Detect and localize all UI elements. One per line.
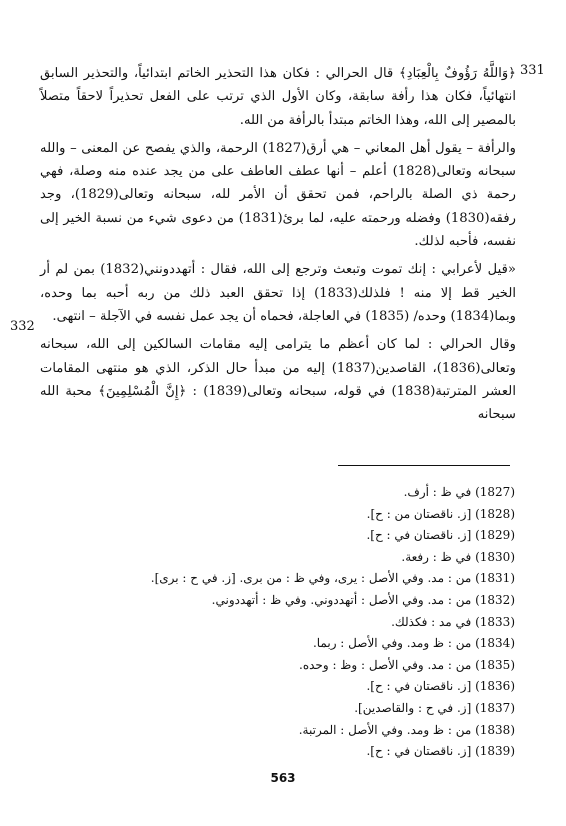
margin-number-331: 331 — [520, 63, 545, 78]
paragraph-4: وقال الحرالي : لما كان أعظم ما يترامى إليه مقامات السالكين إلى الله، سبحانه وتعالى(1836)، القاصدين(1837) إليه من مبدأ حال الذكر، الذي هو منتهى المقامات العشر المترتبة(1838) في قوله، سبحانه وتعالى(1839) : ﴿إِنَّ الْمُسْلِمِينَ﴾ محبة الله سبحانه — [40, 337, 516, 423]
paragraph-2: والرأفة – يقول أهل المعاني – هي أرق(1827) الرحمة، والذي يفصح عن المعنى – والله سبحانه وتعالى(1828) أعلم – أنها عطف العاطف على من يجد عنده منه وصلة، فهي رحمة ذي الصلة بالراحم، فمن تحقق أن الأمر لله، سبحانه وتعالى(1829)، وجد رفقه(1830) وفضله ورحمته عليه، لما برئ(1831) من دعوى شيء من نسبة الخير إلى نفسه، فأحبه لذلك. — [40, 140, 517, 250]
footnote-1836: (1836) [ز. ناقصتان في : ح]. — [366, 679, 515, 694]
main-text — [40, 62, 516, 431]
footnote-1829: (1829) [ز. ناقصتان في : ح]. — [366, 528, 515, 543]
margin-number-332: 332 — [10, 319, 35, 334]
footnote-1838: (1838) من : ظ ومد. وفي الأصل : المرتبة. — [298, 722, 515, 737]
footnote-1828: (1828) [ز. ناقصتان من : ح]. — [366, 506, 515, 521]
footnote-1835: (1835) من : مد. وفي الأصل : وظ : وحده. — [299, 657, 515, 672]
footnote-1833: (1833) في مد : فكذلك. — [391, 614, 515, 629]
page-number: 563 — [270, 771, 296, 785]
footnote-1832: (1832) من : مد. وفي الأصل : أتهددوني. وفي ظ : أتهددوني. — [211, 592, 515, 607]
footnotes — [150, 482, 515, 763]
footnote-separator — [338, 465, 510, 466]
footnote-1837: (1837) [ز. في ح : والقاصدين]. — [354, 700, 515, 715]
paragraph-3: «قيل لأعرابي : إنك تموت وتبعث وترجع إلى الله، فقال : أتهددونني(1832) بمن لم أر الخير قط إلا منه ! فلذلك(1833) إذا تحقق العبد ذلك من ربه أحبه بما وحده، وبما(1834) وحده/ (1835) في العاجلة، فحماه أن يجد عمل نفسه في الآجلة – انتهى. — [40, 262, 517, 324]
footnote-1830: (1830) في ظ : رفعة. — [401, 549, 515, 564]
footnote-1834: (1834) من : ظ ومد. وفي الأصل : ربما. — [312, 636, 515, 651]
paragraph-1: ﴿وَاللَّهُ رَؤُوفٌ بِالْعِبَادِ﴾ قال الحرالي : فكان هذا التحذير الخاتم ابتدائياً، والتحذير السابق انتهائياً، فكان هذا رأفة سابقة، وكان الأول الذي ترتب على الفعل تحذيراً لاحقاً متصلاً بالمصير إلى الله، وهذا الخاتم مبتدأ بالرأفة من الله. — [40, 66, 516, 128]
footnote-1839: (1839) [ز. ناقصتان في : ح]. — [366, 744, 515, 759]
footnote-1831: (1831) من : مد. وفي الأصل : يرى، وفي ظ : من برى. [ز. في ح : برى]. — [150, 571, 515, 586]
footnote-1827: (1827) في ظ : أرف. — [403, 485, 515, 499]
